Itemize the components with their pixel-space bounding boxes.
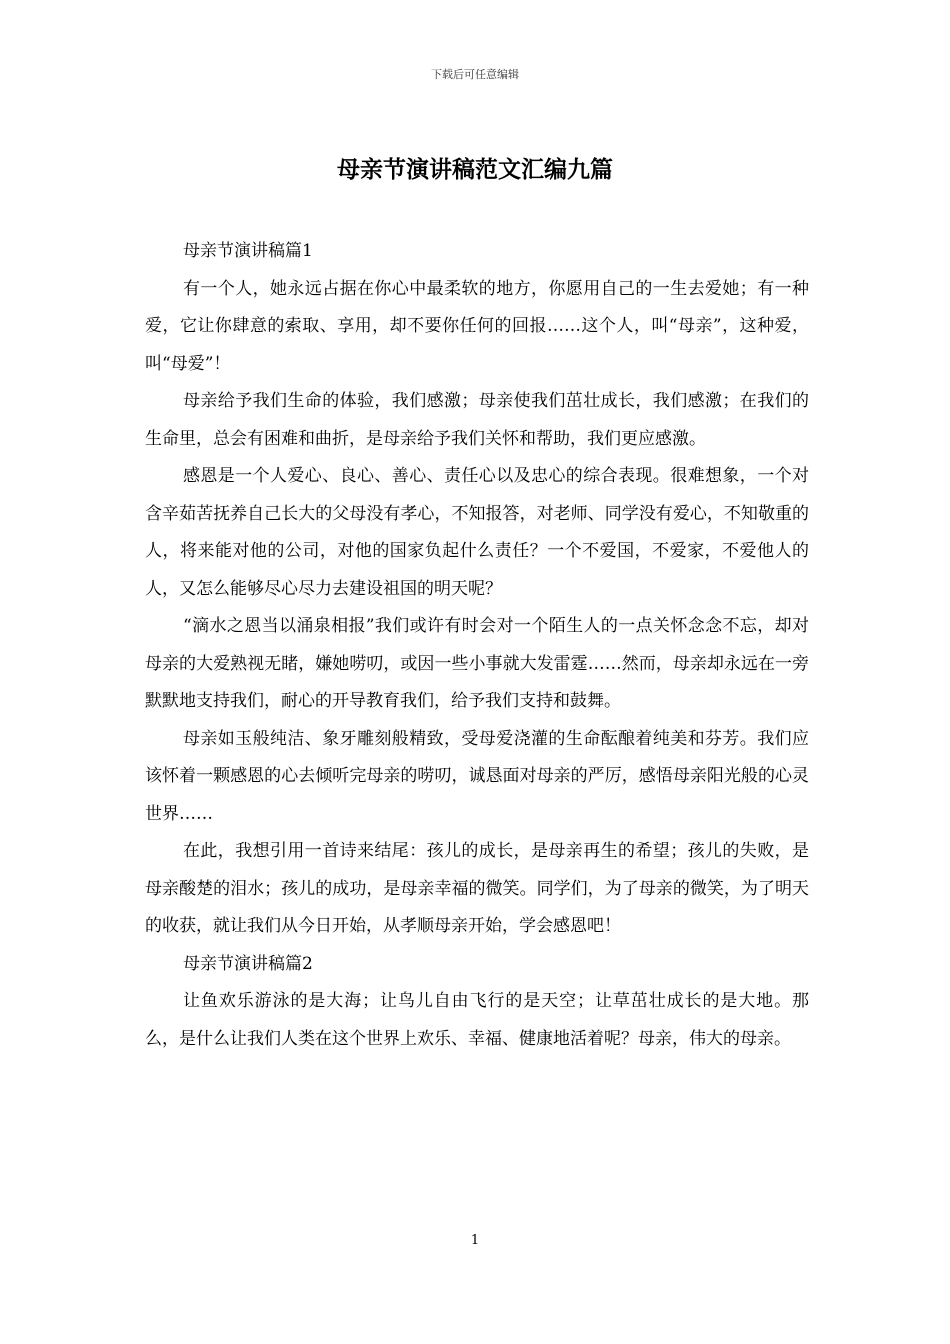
section-heading: 母亲节演讲稿篇2 bbox=[183, 953, 313, 974]
paragraph: 母亲如玉般纯洁、象牙雕刻般精致，受母爱浇灌的生命酝酿着纯美和芬芳。我们应该怀着一颗感恩的心去倾听完母亲的唠叨，诚恳面对母亲的严厉，感悟母亲阳光般的心灵世界…… bbox=[145, 728, 809, 824]
page-number: 1 bbox=[470, 1233, 480, 1248]
section-heading: 母亲节演讲稿篇1 bbox=[183, 241, 313, 261]
document-body bbox=[145, 233, 809, 1058]
document-title: 母亲节演讲稿范文汇编九篇 bbox=[337, 156, 613, 183]
paragraph: 在此，我想引用一首诗来结尾：孩儿的成长，是母亲再生的希望；孩儿的失败，是母亲酸楚的泪水；孩儿的成功，是母亲幸福的微笑。同学们，为了母亲的微笑，为了明天的收获，就让我们从今日开始，从孝顺母亲开始，学会感恩吧！ bbox=[145, 841, 809, 936]
paragraph: 感恩是一个人爱心、良心、善心、责任心以及忠心的综合表现。很难想象，一个对含辛茹苦抚养自己长大的父母没有孝心，不知报答，对老师、同学没有爱心，不知敬重的人，将来能对他的公司，对他的国家负起什么责任？一个不爱国，不爱家，不爱他人的人，又怎么能够尽心尽力去建设祖国的明天呢？ bbox=[145, 466, 809, 599]
paragraph: 有一个人，她永远占据在你心中最柔软的地方，你愿用自己的一生去爱她；有一种爱，它让你肆意的索取、享用，却不要你任何的回报……这个人，叫“母亲”，这种爱，叫“母爱”！ bbox=[145, 278, 809, 374]
paragraph: “滴水之恩当以涌泉相报”我们或许有时会对一个陌生人的一点关怀念念不忘，却对母亲的大爱熟视无睹，嫌她唠叨，或因一些小事就大发雷霆……然而，母亲却永远在一旁默默地支持我们，耐心的开导教育我们，给予我们支持和鼓舞。 bbox=[145, 616, 809, 711]
paragraph: 让鱼欢乐游泳的是大海；让鸟儿自由飞行的是天空；让草茁壮成长的是大地。那么，是什么让我们人类在这个世界上欢乐、幸福、健康地活着呢？母亲，伟大的母亲。 bbox=[145, 991, 809, 1049]
paragraph: 母亲给予我们生命的体验，我们感激；母亲使我们茁壮成长，我们感激；在我们的生命里，总会有困难和曲折，是母亲给予我们关怀和帮助，我们更应感激。 bbox=[145, 391, 809, 449]
header-note: 下载后可任意编辑 bbox=[431, 68, 519, 81]
